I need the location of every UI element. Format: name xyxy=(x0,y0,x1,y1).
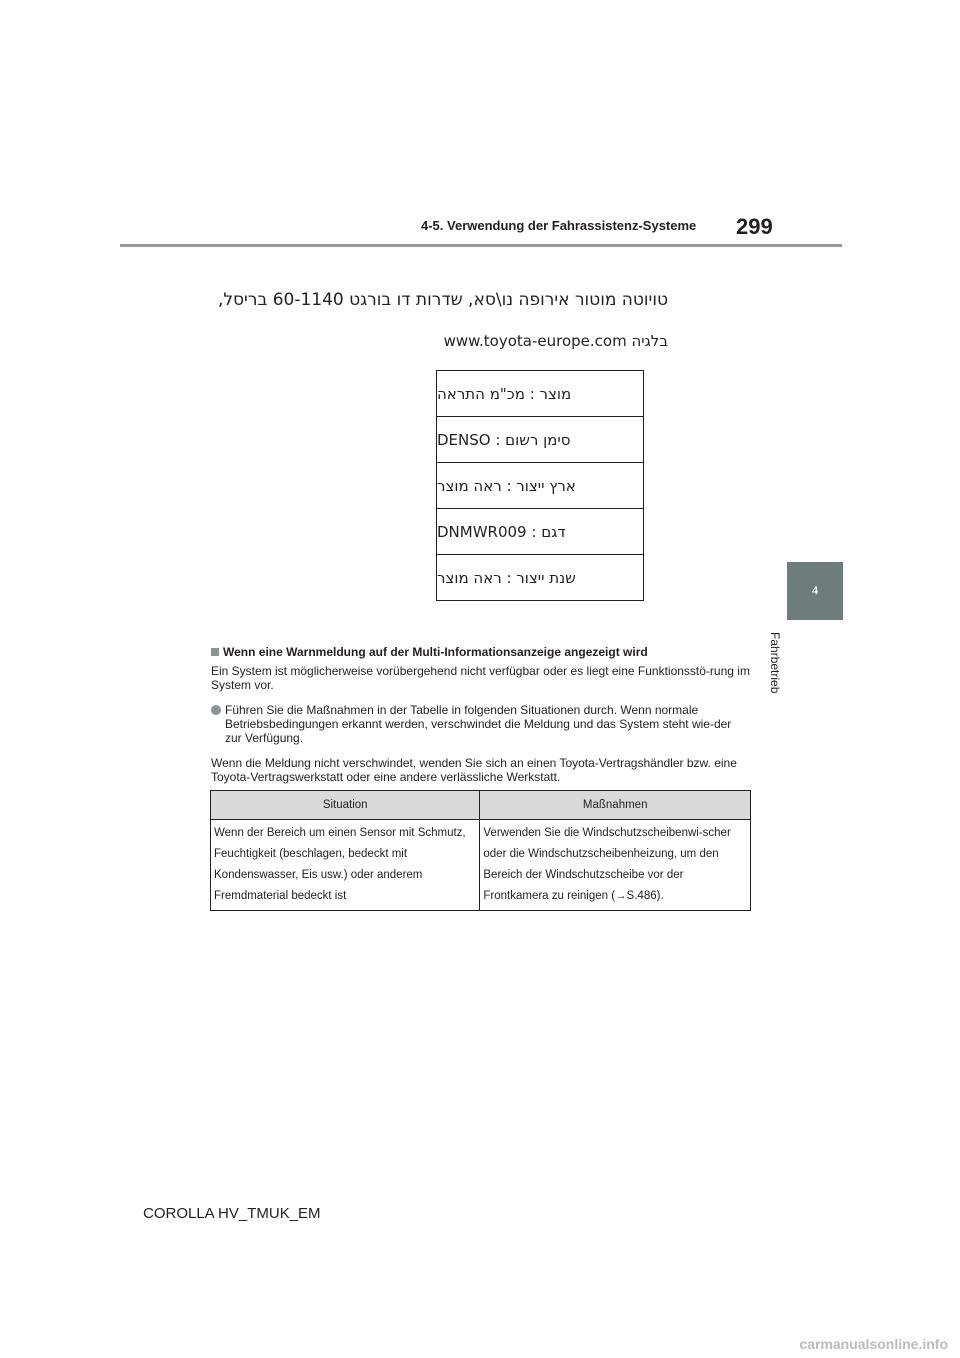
cell-measure: Verwenden Sie die Windschutzscheibenwi-scher oder die Windschutzscheibenheizung, um den Bereich der Windschutzscheibe vor der Frontkamera zu reinigen (→S.486). xyxy=(480,820,751,911)
hebrew-website-line: בלגיה www.toyota-europe.com xyxy=(443,332,668,350)
label-row-country: ארץ ייצור : ראה מוצר xyxy=(437,463,643,509)
bullet-paragraph xyxy=(211,703,751,745)
measures-table xyxy=(210,790,751,911)
bullet-text: Führen Sie die Maßnahmen in der Tabelle in folgenden Situationen durch. Wenn normale Betriebsbedingungen erkannt werden, verschwindet die Meldung und das System steht wie-der zur Verfügung. xyxy=(225,703,732,745)
table-row xyxy=(211,820,751,911)
table-header-row xyxy=(211,791,751,820)
intro-paragraph: Ein System ist möglicherweise vorübergehend nicht verfügbar oder es liegt eine Funktionsstö-rung im System vor. xyxy=(211,664,750,692)
chapter-number: 4 xyxy=(811,585,819,597)
watermark: carmanualsonline.info xyxy=(799,1336,948,1352)
closing-paragraph: Wenn die Meldung nicht verschwindet, wenden Sie sich an einen Toyota-Vertragshändler bzw. eine Toyota-Vertragswerkstatt oder eine andere verlässliche Werkstatt. xyxy=(211,756,737,784)
chapter-label xyxy=(768,632,802,712)
hebrew-address-line: טויוטה מוטור אירופה נו\סא, שדרות דו בורגט 60-1140 בריסל, xyxy=(217,290,668,310)
header-measures: Maßnahmen xyxy=(480,791,751,820)
section-title: 4-5. Verwendung der Fahrassistenz-Systeme xyxy=(421,218,697,233)
section-heading xyxy=(211,645,648,659)
cell-situation: Wenn der Bereich um einen Sensor mit Schmutz, Feuchtigkeit (beschlagen, bedeckt mit Kondenswasser, Eis usw.) oder anderem Fremdmaterial bedeckt ist xyxy=(211,820,480,911)
square-bullet-icon xyxy=(211,648,219,656)
page-number: 299 xyxy=(736,214,773,239)
chapter-label-text: Fahrbetrieb xyxy=(768,632,782,694)
product-label-table xyxy=(436,370,644,601)
section-heading-text: Wenn eine Warnmeldung auf der Multi-Informationsanzeige angezeigt wird xyxy=(223,645,648,659)
footer-model: COROLLA HV_TMUK_EM xyxy=(143,1205,321,1222)
label-row-product: מוצר : מכ"מ התראה xyxy=(437,371,643,417)
header-rule xyxy=(120,244,842,247)
label-row-model: דגם : DNMWR009 xyxy=(437,509,643,555)
chapter-tab xyxy=(787,562,843,620)
label-row-year: שנת ייצור : ראה מוצר xyxy=(437,569,576,587)
header-situation: Situation xyxy=(211,791,480,820)
label-row-trademark: סימן רשום : DENSO xyxy=(437,417,643,463)
round-bullet-icon xyxy=(211,705,221,715)
